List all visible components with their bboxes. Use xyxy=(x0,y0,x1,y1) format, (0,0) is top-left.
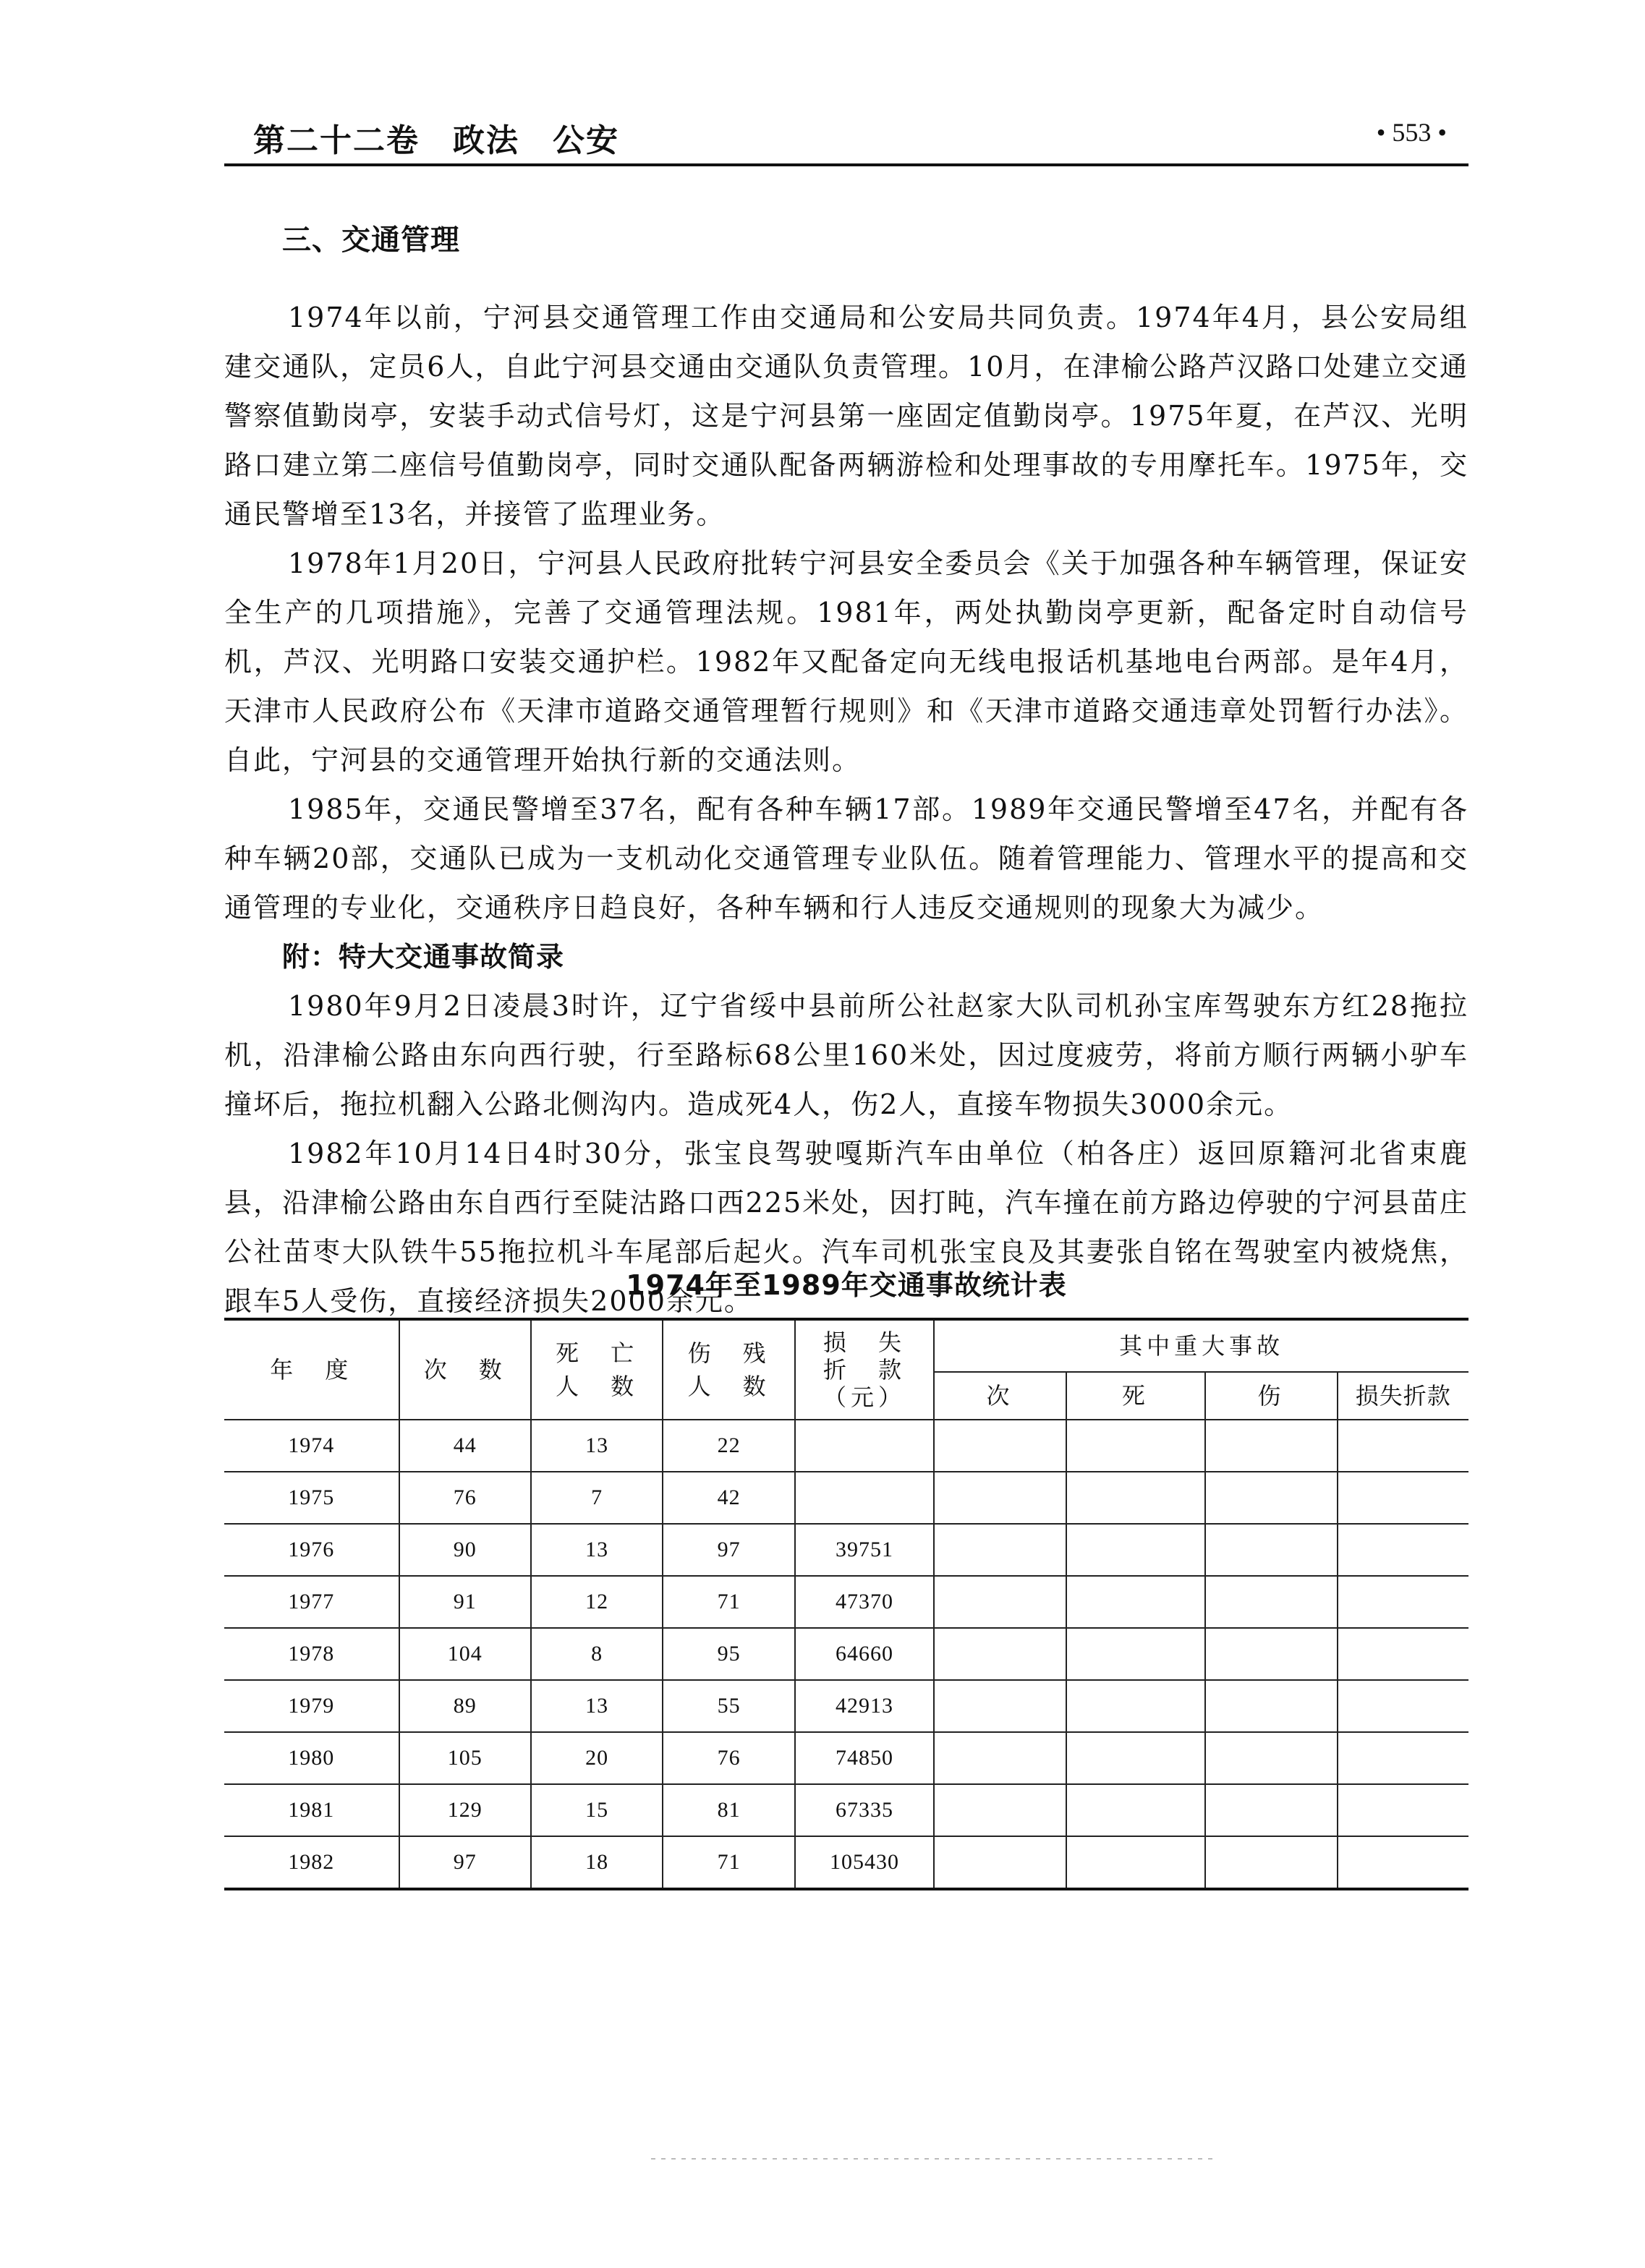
table-title: 1974年至1989年交通事故统计表 xyxy=(626,1269,1067,1301)
cell-major-loss xyxy=(1338,1524,1468,1576)
cell-year: 1981 xyxy=(224,1784,399,1836)
cell-injuries: 22 xyxy=(663,1420,794,1472)
cell-major-deaths xyxy=(1066,1836,1205,1889)
page-number: • 553 • xyxy=(1376,118,1447,147)
cell-major-loss xyxy=(1338,1628,1468,1680)
cell-major-loss xyxy=(1338,1836,1468,1889)
cell-major-deaths xyxy=(1066,1628,1205,1680)
cell-major-injuries xyxy=(1205,1576,1337,1628)
chapter-title: 第二十二卷 政法 公安 xyxy=(253,122,619,159)
cell-year: 1976 xyxy=(224,1524,399,1576)
cell-major-deaths xyxy=(1066,1524,1205,1576)
header-count: 次 数 xyxy=(399,1319,531,1420)
cell-major-count xyxy=(934,1732,1066,1784)
cell-major-injuries xyxy=(1205,1680,1337,1732)
cell-deaths: 13 xyxy=(531,1420,663,1472)
section-title: 三、交通管理 xyxy=(282,223,460,257)
scan-artifact xyxy=(651,2158,1215,2160)
paragraph: 1974年以前，宁河县交通管理工作由交通局和公安局共同负责。1974年4月，县公安局组建交通队，定员6人，自此宁河县交通由交通队负责管理。10月，在津榆公路芦汉路口处建立交通警察值勤岗亭，安装手动式信号灯，这是宁河县第一座固定值勤岗亭。1975年夏，在芦汉、光明路口建立第二座信号值勤岗亭，同时交通队配备两辆游检和处理事故的专用摩托车。1975年，交通民警增至13名，并接管了监理业务。 xyxy=(224,302,1468,530)
cell-loss xyxy=(795,1420,934,1472)
cell-major-count xyxy=(934,1472,1066,1524)
cell-injuries: 71 xyxy=(663,1836,794,1889)
cell-year: 1978 xyxy=(224,1628,399,1680)
header-year: 年 度 xyxy=(224,1319,399,1420)
cell-deaths: 13 xyxy=(531,1524,663,1576)
cell-major-injuries xyxy=(1205,1420,1337,1472)
article-body xyxy=(224,217,1468,1326)
cell-deaths: 7 xyxy=(531,1472,663,1524)
header-deaths-line: 人 数 xyxy=(556,1373,639,1400)
header-loss-line: 折 款 xyxy=(823,1356,906,1384)
table-row xyxy=(224,1576,1468,1628)
paragraph: 1985年，交通民警增至37名，配有各种车辆17部。1989年交通民警增至47名，并配有各种车辆20部，交通队已成为一支机动化交通管理专业队伍。随着管理能力、管理水平的提高和交通管理的专业化，交通秩序日趋良好，各种车辆和行人违反交通规则的现象大为减少。 xyxy=(224,793,1468,924)
cell-major-injuries xyxy=(1205,1628,1337,1680)
cell-major-loss xyxy=(1338,1680,1468,1732)
cell-year: 1977 xyxy=(224,1576,399,1628)
table-row xyxy=(224,1420,1468,1472)
cell-count: 105 xyxy=(399,1732,531,1784)
cell-injuries: 42 xyxy=(663,1472,794,1524)
cell-loss: 42913 xyxy=(795,1680,934,1732)
cell-count: 44 xyxy=(399,1420,531,1472)
header-major-deaths: 死 xyxy=(1066,1372,1205,1420)
cell-count: 89 xyxy=(399,1680,531,1732)
cell-year: 1975 xyxy=(224,1472,399,1524)
cell-loss: 74850 xyxy=(795,1732,934,1784)
cell-major-count xyxy=(934,1628,1066,1680)
cell-major-deaths xyxy=(1066,1576,1205,1628)
cell-year: 1979 xyxy=(224,1680,399,1732)
paragraph: 1982年10月14日4时30分，张宝良驾驶嘎斯汽车由单位（柏各庄）返回原籍河北省束鹿县，沿津榆公路由东自西行至陡沽路口西225米处，因打盹，汽车撞在前方路边停驶的宁河县苗庄公社苗枣大队铁牛55拖拉机斗车尾部后起火。汽车司机张宝良及其妻张自铭在驾驶室内被烧焦，跟车5人受伤，直接经济损失2000余元。 xyxy=(224,1138,1468,1317)
cell-major-deaths xyxy=(1066,1472,1205,1524)
header-loss xyxy=(795,1319,934,1420)
cell-count: 104 xyxy=(399,1628,531,1680)
cell-year: 1980 xyxy=(224,1732,399,1784)
cell-major-count xyxy=(934,1836,1066,1889)
table-row xyxy=(224,1836,1468,1889)
cell-deaths: 20 xyxy=(531,1732,663,1784)
cell-count: 90 xyxy=(399,1524,531,1576)
cell-deaths: 12 xyxy=(531,1576,663,1628)
cell-loss: 105430 xyxy=(795,1836,934,1889)
cell-major-deaths xyxy=(1066,1732,1205,1784)
table-row xyxy=(224,1784,1468,1836)
cell-major-deaths xyxy=(1066,1680,1205,1732)
cell-injuries: 97 xyxy=(663,1524,794,1576)
cell-major-deaths xyxy=(1066,1784,1205,1836)
cell-year: 1974 xyxy=(224,1420,399,1472)
accident-stats-table xyxy=(224,1318,1468,1890)
cell-major-loss xyxy=(1338,1732,1468,1784)
cell-loss: 67335 xyxy=(795,1784,934,1836)
header-major-count: 次 xyxy=(934,1372,1066,1420)
cell-deaths: 18 xyxy=(531,1836,663,1889)
cell-count: 91 xyxy=(399,1576,531,1628)
header-major-injuries: 伤 xyxy=(1205,1372,1337,1420)
cell-loss xyxy=(795,1472,934,1524)
cell-major-loss xyxy=(1338,1576,1468,1628)
cell-deaths: 15 xyxy=(531,1784,663,1836)
cell-loss: 64660 xyxy=(795,1628,934,1680)
header-rule xyxy=(224,163,1468,166)
header-deaths xyxy=(531,1319,663,1420)
cell-major-loss xyxy=(1338,1472,1468,1524)
cell-injuries: 76 xyxy=(663,1732,794,1784)
table-row xyxy=(224,1472,1468,1524)
page-header xyxy=(224,107,1468,165)
cell-loss: 39751 xyxy=(795,1524,934,1576)
header-loss-line: （元） xyxy=(823,1384,906,1411)
cell-year: 1982 xyxy=(224,1836,399,1889)
cell-loss: 47370 xyxy=(795,1576,934,1628)
appendix-title: 附：特大交通事故简录 xyxy=(282,941,565,973)
header-injuries-line: 人 数 xyxy=(687,1373,770,1400)
cell-count: 97 xyxy=(399,1836,531,1889)
cell-major-injuries xyxy=(1205,1836,1337,1889)
cell-major-count xyxy=(934,1524,1066,1576)
cell-count: 129 xyxy=(399,1784,531,1836)
header-injuries xyxy=(663,1319,794,1420)
header-major-group: 其中重大事故 xyxy=(934,1319,1468,1372)
header-loss-line: 损 失 xyxy=(823,1329,906,1356)
header-injuries-line: 伤 残 xyxy=(687,1339,770,1367)
cell-injuries: 71 xyxy=(663,1576,794,1628)
cell-major-deaths xyxy=(1066,1420,1205,1472)
cell-major-loss xyxy=(1338,1784,1468,1836)
cell-deaths: 13 xyxy=(531,1680,663,1732)
cell-major-count xyxy=(934,1576,1066,1628)
table-row xyxy=(224,1628,1468,1680)
cell-major-injuries xyxy=(1205,1524,1337,1576)
header-deaths-line: 死 亡 xyxy=(556,1339,639,1367)
cell-deaths: 8 xyxy=(531,1628,663,1680)
cell-major-count xyxy=(934,1680,1066,1732)
cell-injuries: 81 xyxy=(663,1784,794,1836)
paragraph: 1978年1月20日，宁河县人民政府批转宁河县安全委员会《关于加强各种车辆管理，保证安全生产的几项措施》，完善了交通管理法规。1981年，两处执勤岗亭更新，配备定时自动信号机，芦汉、光明路口安装交通护栏。1982年又配备定向无线电报话机基地电台两部。是年4月，天津市人民政府公布《天津市道路交通管理暂行规则》和《天津市道路交通违章处罚暂行办法》。自此，宁河县的交通管理开始执行新的交通法则。 xyxy=(224,547,1468,776)
table-row xyxy=(224,1680,1468,1732)
table-row xyxy=(224,1524,1468,1576)
cell-injuries: 55 xyxy=(663,1680,794,1732)
paragraph: 1980年9月2日凌晨3时许，辽宁省绥中县前所公社赵家大队司机孙宝库驾驶东方红28拖拉机，沿津榆公路由东向西行驶，行至路标68公里160米处，因过度疲劳，将前方顺行两辆小驴车撞坏后，拖拉机翻入公路北侧沟内。造成死4人，伤2人，直接车物损失3000余元。 xyxy=(224,990,1468,1120)
cell-major-count xyxy=(934,1420,1066,1472)
cell-major-loss xyxy=(1338,1420,1468,1472)
cell-major-count xyxy=(934,1784,1066,1836)
cell-major-injuries xyxy=(1205,1472,1337,1524)
header-major-loss: 损失折款 xyxy=(1338,1372,1468,1420)
cell-major-injuries xyxy=(1205,1732,1337,1784)
table-row xyxy=(224,1732,1468,1784)
cell-count: 76 xyxy=(399,1472,531,1524)
cell-major-injuries xyxy=(1205,1784,1337,1836)
cell-injuries: 95 xyxy=(663,1628,794,1680)
